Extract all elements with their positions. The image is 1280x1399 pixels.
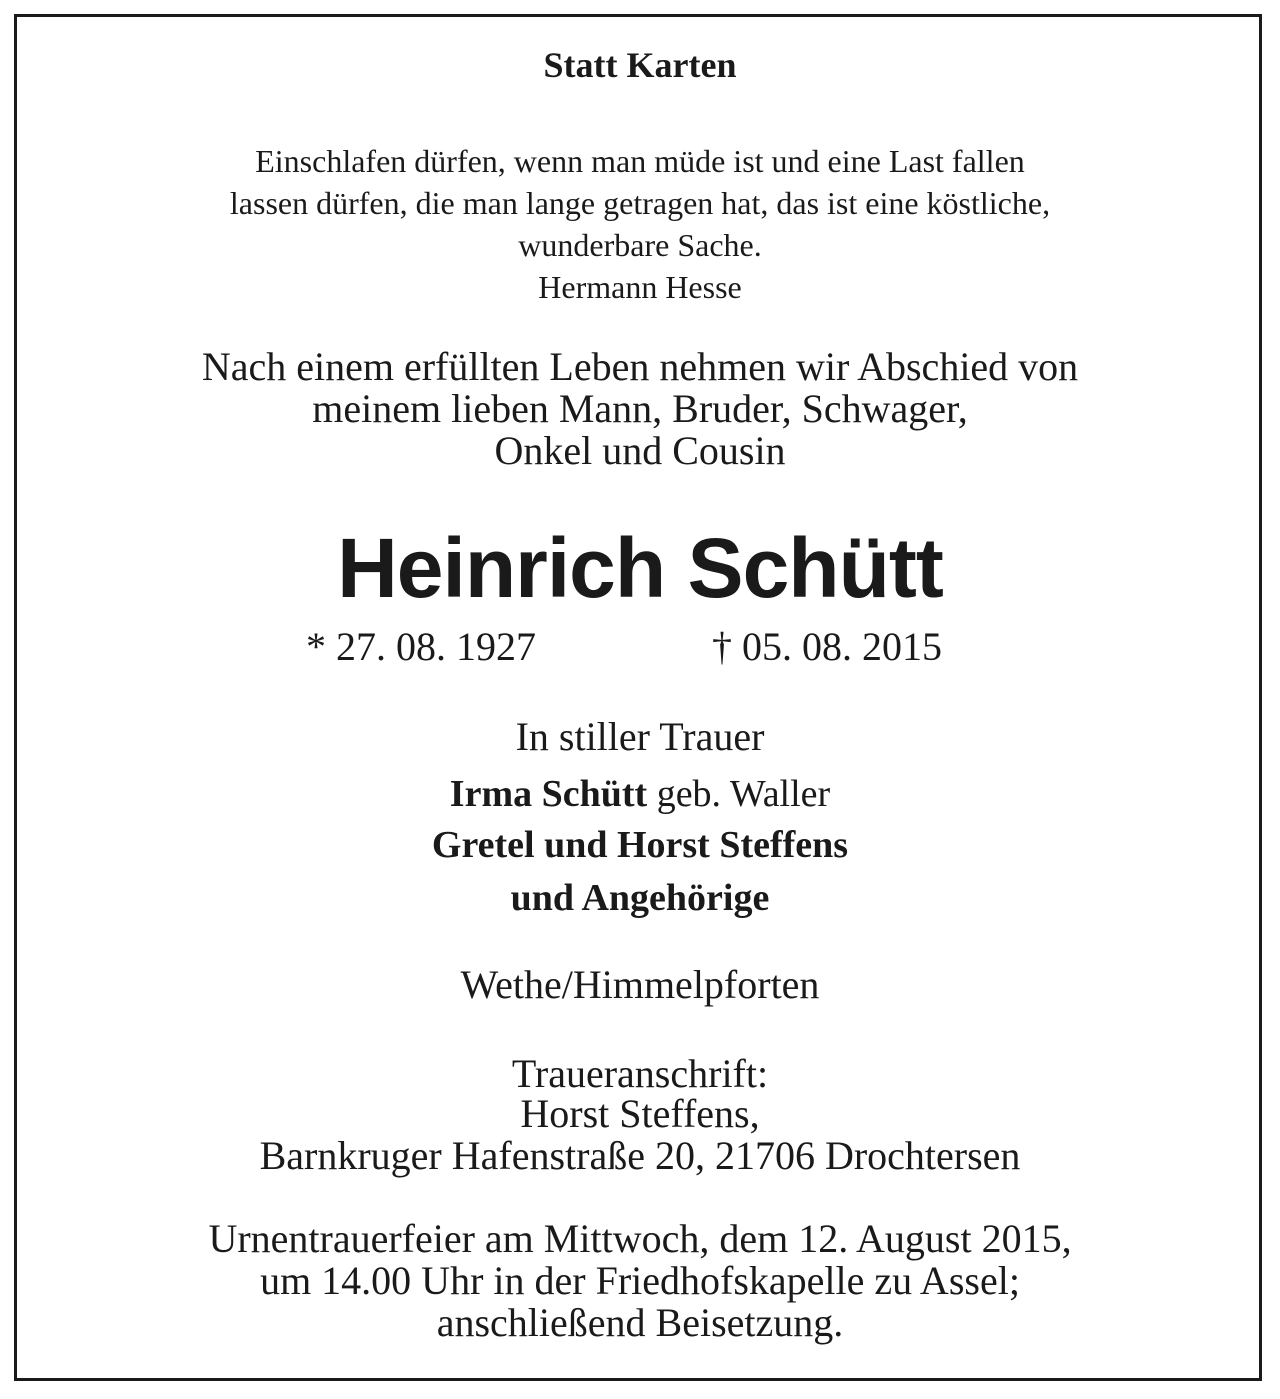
family-line: und Angehörige (510, 877, 770, 919)
quote-line: wunderbare Sache. (518, 227, 762, 263)
quote-author: Hermann Hesse (538, 269, 742, 305)
mourning-line: In stiller Trauer (515, 714, 765, 759)
death-date: † 05. 08. 2015 (712, 624, 942, 669)
spouse-maiden-name: geb. Waller (647, 773, 831, 815)
deceased-name: Heinrich Schütt (337, 521, 943, 615)
family-line: Gretel und Horst Steffens (431, 824, 849, 866)
quote-line: Einschlafen dürfen, wenn man müde ist und eine Last fallen (255, 143, 1025, 179)
birth-date: * 27. 08. 1927 (306, 624, 536, 669)
ceremony-line: Urnentrauerfeier am Mittwoch, dem 12. August 2015, (208, 1216, 1072, 1261)
intro-line: Onkel und Cousin (494, 428, 786, 473)
quote-line: lassen dürfen, die man lange getragen hat, das ist eine köstliche, (229, 185, 1051, 221)
intro-line: meinem lieben Mann, Bruder, Schwager, (312, 386, 968, 431)
ceremony-line: anschließend Beisetzung. (436, 1300, 844, 1345)
ceremony-line: um 14.00 Uhr in der Friedhofskapelle zu Assel; (260, 1258, 1020, 1303)
address-line: Horst Steffens, (520, 1091, 760, 1136)
spouse-name: Irma Schütt (449, 773, 648, 815)
family-line-spouse (0, 771, 1280, 817)
address-line: Traueranschrift: (511, 1051, 769, 1096)
address-line: Barnkruger Hafenstraße 20, 21706 Drochtersen (259, 1133, 1021, 1178)
intro-line: Nach einem erfüllten Leben nehmen wir Abschied von (201, 344, 1079, 389)
notice-header: Statt Karten (543, 45, 737, 85)
place-line: Wethe/Himmelpforten (460, 962, 820, 1007)
